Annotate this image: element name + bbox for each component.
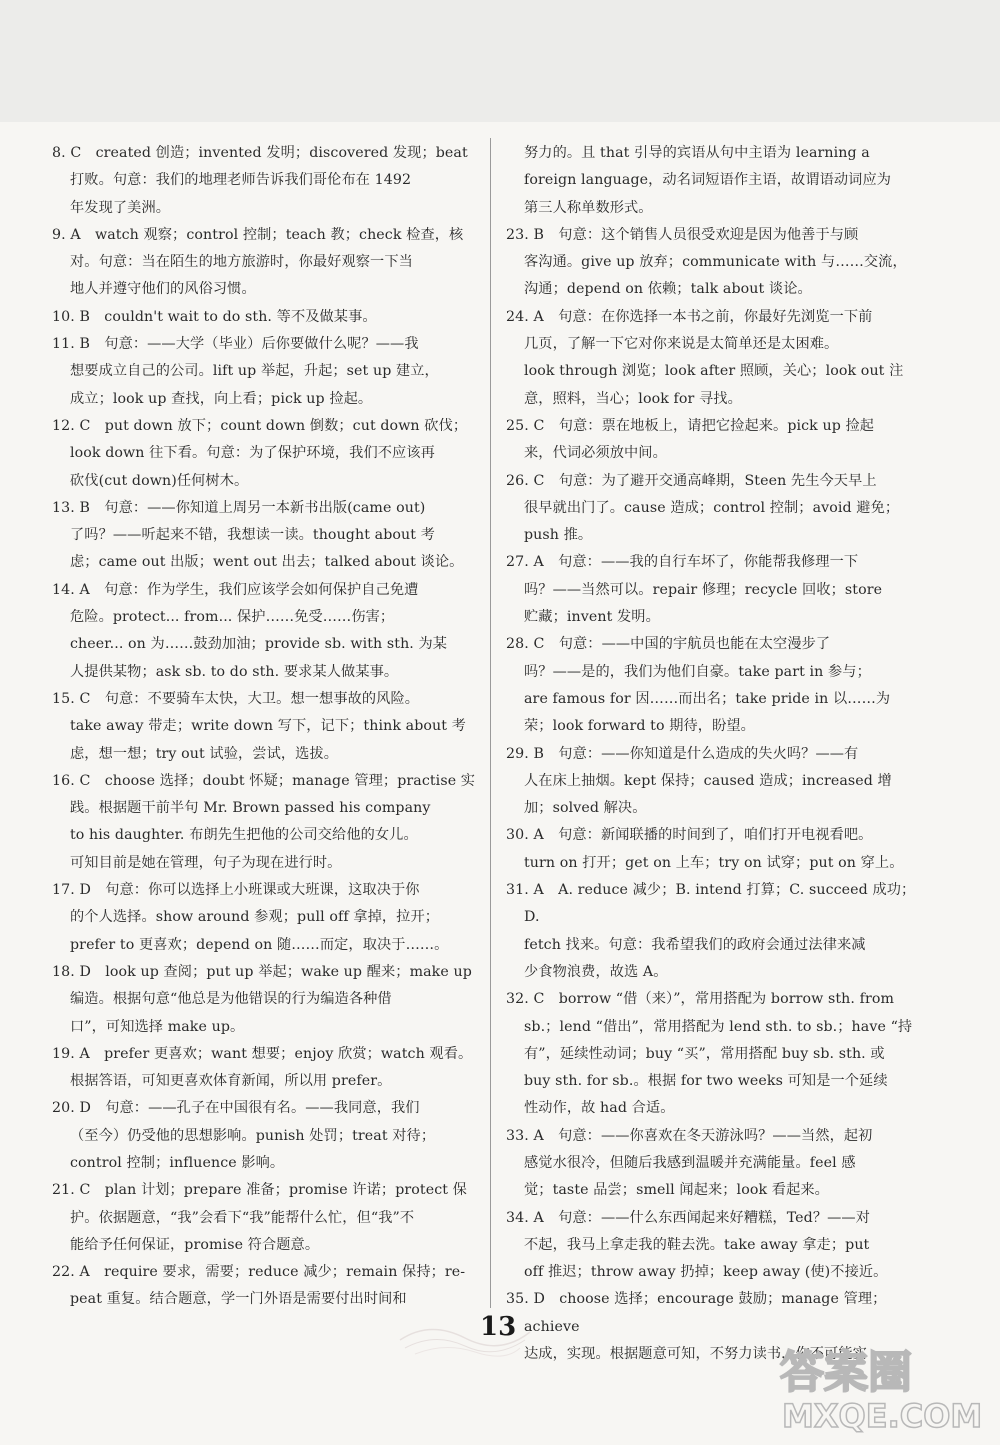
answer-item-line: 19. A prefer 更喜欢；want 想要；enjoy 欣赏；watch 观看。 — [52, 1045, 473, 1062]
answer-item-continuation: sb.；lend “借出”，常用搭配为 lend sth. to sb.；have “持 — [524, 1018, 913, 1035]
answer-item-line: 30. A 句意：新闻联播的时间到了，咱们打开电视看吧。 — [506, 827, 873, 844]
answer-item-line: 26. C 句意：为了避开交通高峰期，Steen 先生今天早上 — [506, 472, 877, 489]
top-shadow-band — [0, 0, 1000, 122]
answer-item-continuation: 沟通；depend on 依赖；talk about 谈论。 — [524, 281, 812, 298]
answer-item-line: 33. A 句意：——你喜欢在冬天游泳吗？——当然，起初 — [506, 1127, 873, 1144]
answer-item-line: 34. A 句意：——什么东西闻起来好糟糕，Ted？——对 — [506, 1209, 870, 1226]
answer-item-continuation: 护。依据题意，“我”会看下“我”能帮什么忙，但“我”不 — [70, 1209, 415, 1226]
answer-item-continuation: look through 浏览；look after 照顾，关心；look out 注 — [524, 363, 904, 380]
answer-item-continuation: 成立；look up 查找，向上看；pick up 捡起。 — [70, 390, 373, 407]
answer-item-line: 16. C choose 选择；doubt 怀疑；manage 管理；practise 实 — [52, 772, 476, 789]
answer-item-line: 12. C put down 放下；count down 倒数；cut down 砍伐； — [52, 417, 468, 434]
answer-item-continuation: foreign language，动名词短语作主语，故谓语动词应为 — [524, 172, 892, 189]
answer-item-continuation: control 控制；influence 影响。 — [70, 1154, 285, 1171]
answer-item-continuation: 吗？——是的，我们为他们自豪。take part in 参与； — [524, 663, 871, 680]
answer-item-continuation: 了吗？——听起来不错，我想读一读。thought about 考 — [70, 527, 435, 544]
answer-item-continuation: 年发现了美洲。 — [70, 199, 171, 216]
answer-item-continuation: 编造。根据句意“他总是为他错误的行为编造各种借 — [70, 991, 392, 1008]
answer-item-line: 11. B 句意：——大学（毕业）后你要做什么呢？——我 — [52, 336, 419, 353]
answer-item-line: 18. D look up 查阅；put up 举起；wake up 醒来；make up — [52, 963, 472, 980]
answer-item-line: 27. A 句意：——我的自行车坏了，你能帮我修理一下 — [506, 554, 859, 571]
answer-item-continuation: 的个人选择。show around 参观；pull off 拿掉，拉开； — [70, 909, 440, 926]
answer-item-line: 努力的。且 that 引导的宾语从句中主语为 learning a — [524, 145, 870, 161]
answer-item-continuation: 加；solved 解决。 — [524, 800, 647, 817]
answer-item-continuation: 虑；came out 出版；went out 出去；talked about 谈论。 — [70, 554, 464, 571]
answer-item-line: 13. B 句意：——你知道上周另一本新书出版(came out) — [52, 499, 426, 516]
answer-item-continuation: （至今）仍受他的思想影响。punish 处罚；treat 对待； — [70, 1127, 436, 1144]
column-divider — [490, 138, 491, 1308]
answer-item-continuation: 第三人称单数形式。 — [524, 199, 653, 216]
answer-item-continuation: peat 重复。结合题意，学一门外语是需要付出时间和 — [70, 1291, 407, 1308]
answer-item-continuation: off 推迟；throw away 扔掉；keep away (使)不接近。 — [524, 1264, 888, 1281]
answer-item-continuation: 人提供某物；ask sb. to do sth. 要求某人做某事。 — [70, 663, 399, 680]
answer-item-continuation: 荣；look forward to 期待，盼望。 — [524, 718, 755, 735]
answer-item-continuation: turn on 打开；get on 上车；try on 试穿；put on 穿上。 — [524, 854, 904, 871]
answer-item-continuation: take away 带走；write down 写下，记下；think about 考 — [70, 718, 466, 735]
answer-item-continuation: 几页，了解一下它对你来说是太简单还是太困难。 — [524, 336, 839, 353]
answer-item-continuation: 意，照料，当心；look for 寻找。 — [524, 390, 742, 407]
answer-item-continuation: 根据答语，可知更喜欢体育新闻，所以用 prefer。 — [70, 1073, 392, 1090]
answer-item-line: 17. D 句意：你可以选择上小班课或大班课，这取决于你 — [52, 882, 420, 899]
answer-item-line: 20. D 句意：——孔子在中国很有名。——我同意，我们 — [52, 1100, 420, 1117]
answer-item-line: 9. A watch 观察；control 控制；teach 教；check 检查，核 — [52, 226, 464, 243]
answer-item-line: 24. A 句意：在你选择一本书之前，你最好先浏览一下前 — [506, 308, 873, 325]
page-number: 13 — [480, 1312, 517, 1342]
answer-item-continuation: 很早就出门了。cause 造成；control 控制；avoid 避免； — [524, 499, 900, 516]
answer-item-line: 21. C plan 计划；prepare 准备；promise 许诺；protect 保 — [52, 1182, 467, 1199]
answer-item-line: 28. C 句意：——中国的宇航员也能在太空漫步了 — [506, 636, 831, 653]
right-answer-column — [506, 140, 930, 1368]
answer-item-continuation: 人在床上抽烟。kept 保持；caused 造成；increased 增 — [524, 772, 892, 789]
answer-item-line: 35. D choose 选择；encourage 鼓励；manage 管理；achieve — [506, 1291, 887, 1335]
answer-item-line: 14. A 句意：作为学生，我们应该学会如何保护自己免遭 — [52, 581, 419, 598]
answer-item-continuation: 觉；taste 品尝；smell 闻起来；look 看起来。 — [524, 1182, 829, 1199]
answer-item-continuation: 砍伐(cut down)任何树木。 — [70, 472, 249, 489]
answer-item-line: 31. A A. reduce 减少；B. intend 打算；C. succeed 成功；D. — [506, 882, 916, 926]
watermark-title: 答案圈 — [780, 1347, 912, 1398]
answer-item-continuation: 践。根据题干前半句 Mr. Brown passed his company — [70, 800, 431, 817]
answer-item-continuation: 虑，想一想；try out 试验，尝试，选拔。 — [70, 745, 339, 762]
answer-item-continuation: 少食物浪费，故选 A。 — [524, 963, 668, 980]
answer-item-line: 32. C borrow “借（来）”，常用搭配为 borrow sth. from — [506, 991, 895, 1008]
answer-item-continuation: fetch 找来。句意：我希望我们的政府会通过法律来减 — [524, 936, 866, 953]
answer-item-continuation: 能给予任何保证，promise 符合题意。 — [70, 1236, 320, 1253]
answer-item-continuation: prefer to 更喜欢；depend on 随……而定，取决于……。 — [70, 936, 449, 953]
answer-item-line: 15. C 句意：不要骑车太快，大卫。想一想事故的风险。 — [52, 690, 420, 707]
answer-item-line: 10. B couldn't wait to do sth. 等不及做某事。 — [52, 308, 377, 325]
answer-item-continuation: to his daughter. 布朗先生把他的公司交给他的女儿。 — [70, 827, 418, 844]
answer-item-continuation: buy sth. for sb.。根据 for two weeks 可知是一个延续 — [524, 1073, 888, 1090]
answer-item-continuation: 危险。protect... from... 保护……免受……伤害； — [70, 609, 395, 626]
answer-item-continuation: 达成，实现。根据题意可知，不努力读书，你不可能实 — [524, 1346, 867, 1363]
answer-item-continuation: 地人并遵守他们的风俗习惯。 — [70, 281, 256, 298]
answer-item-continuation: 不起，我马上拿走我的鞋去洗。take away 拿走；put — [524, 1236, 870, 1253]
answer-item-line: 23. B 句意：这个销售人员很受欢迎是因为他善于与顾 — [506, 226, 859, 243]
answer-item-continuation: 有”，延续性动词；buy “买”，常用搭配 buy sb. sth. 或 — [524, 1045, 885, 1062]
answer-item-continuation: 来，代词必须放中间。 — [524, 445, 667, 462]
answer-item-continuation: 吗？——当然可以。repair 修理；recycle 回收；store — [524, 581, 883, 598]
answer-item-continuation: are famous for 因……而出名；take pride in 以……为 — [524, 690, 891, 707]
watermark-url: MXQE.COM — [782, 1397, 983, 1435]
answer-item-continuation: 客沟通。give up 放弃；communicate with 与……交流， — [524, 254, 907, 271]
left-answer-column — [52, 140, 478, 1314]
answer-item-line: 25. C 句意：票在地板上，请把它捡起来。pick up 捡起 — [506, 417, 875, 434]
answer-item-continuation: cheer... on 为……鼓劲加油；provide sb. with sth. 为某 — [70, 636, 448, 653]
answer-item-continuation: 口”，可知选择 make up。 — [70, 1018, 245, 1035]
answer-item-continuation: 可知目前是她在管理，句子为现在进行时。 — [70, 854, 342, 871]
answer-item-continuation: 感觉水很冷，但随后我感到温暖并充满能量。feel 感 — [524, 1154, 856, 1171]
answer-item-line: 8. C created 创造；invented 发明；discovered 发现；beat — [52, 145, 468, 161]
answer-item-line: 29. B 句意：——你知道是什么造成的失火吗？——有 — [506, 745, 859, 762]
answer-item-continuation: 贮藏；invent 发明。 — [524, 609, 660, 626]
answer-item-continuation: 想要成立自己的公司。lift up 举起，升起；set up 建立， — [70, 363, 439, 380]
watermark-logo — [770, 1335, 995, 1435]
answer-item-continuation: push 推。 — [524, 527, 593, 544]
answer-item-continuation: look down 往下看。句意：为了保护环境，我们不应该再 — [70, 445, 435, 462]
answer-item-line: 22. A require 要求，需要；reduce 减少；remain 保持；re- — [52, 1264, 466, 1281]
answer-item-continuation: 性动作，故 had 合适。 — [524, 1100, 675, 1117]
answer-item-continuation: 打败。句意：我们的地理老师告诉我们哥伦布在 1492 — [70, 172, 412, 189]
answer-item-continuation: 对。句意：当在陌生的地方旅游时，你最好观察一下当 — [70, 254, 413, 271]
